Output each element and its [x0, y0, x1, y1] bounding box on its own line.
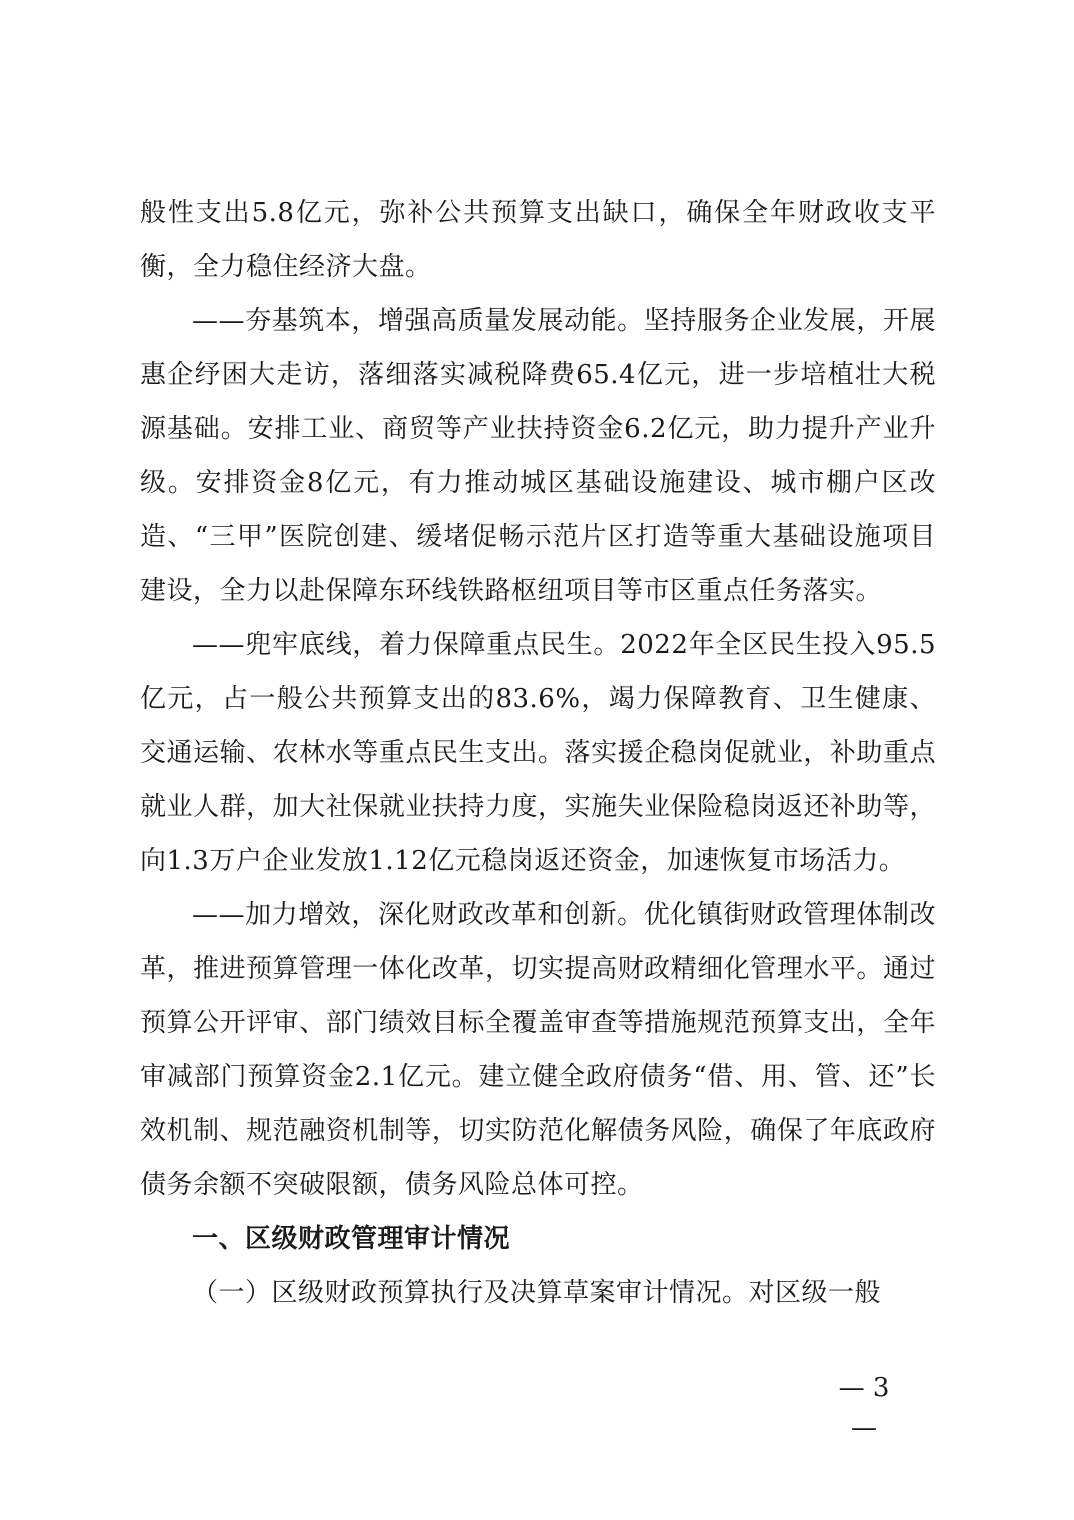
page-number: — 3 —	[838, 1373, 890, 1443]
paragraph-livelihood: ——兜牢底线，着力保障重点民生。2022年全区民生投入95.5亿元，占一般公共预算支出的83.6%，竭力保障教育、卫生健康、交通运输、农林水等重点民生支出。落实援企稳岗促就业，补助重点就业人群，加大社保就业扶持力度，实施失业保险稳岗返还补助等，向1.3万户企业发放1.12亿元稳岗返还资金，加速恢复市场活力。	[140, 630, 936, 876]
paragraph-continuation: 般性支出5.8亿元，弥补公共预算支出缺口，确保全年财政收支平衡，全力稳住经济大盘。	[140, 198, 936, 282]
paragraph-foundation: ——夯基筑本，增强高质量发展动能。坚持服务企业发展，开展惠企纾困大走访，落细落实减税降费65.4亿元，进一步培植壮大税源基础。安排工业、商贸等产业扶持资金6.2亿元，助力提升产业升级。安排资金8亿元，有力推动城区基础设施建设、城市棚户区改造、“三甲”医院创建、缓堵促畅示范片区打造等重大基础设施项目建设，全力以赴保障东环线铁路枢纽项目等市区重点任务落实。	[140, 306, 936, 606]
subsection-heading-line: （一）区级财政预算执行及决算草案审计情况。对区级一般	[192, 1278, 882, 1308]
section-heading: 一、区级财政管理审计情况	[192, 1224, 511, 1254]
paragraph-reform: ——加力增效，深化财政改革和创新。优化镇街财政管理体制改革，推进预算管理一体化改革，切实提高财政精细化管理水平。通过预算公开评审、部门绩效目标全覆盖审查等措施规范预算支出，全年审减部门预算资金2.1亿元。建立健全政府债务“借、用、管、还”长效机制、规范融资机制等，切实防范化解债务风险，确保了年底政府债务余额不突破限额，债务风险总体可控。	[140, 900, 936, 1200]
document-body	[140, 186, 936, 1320]
